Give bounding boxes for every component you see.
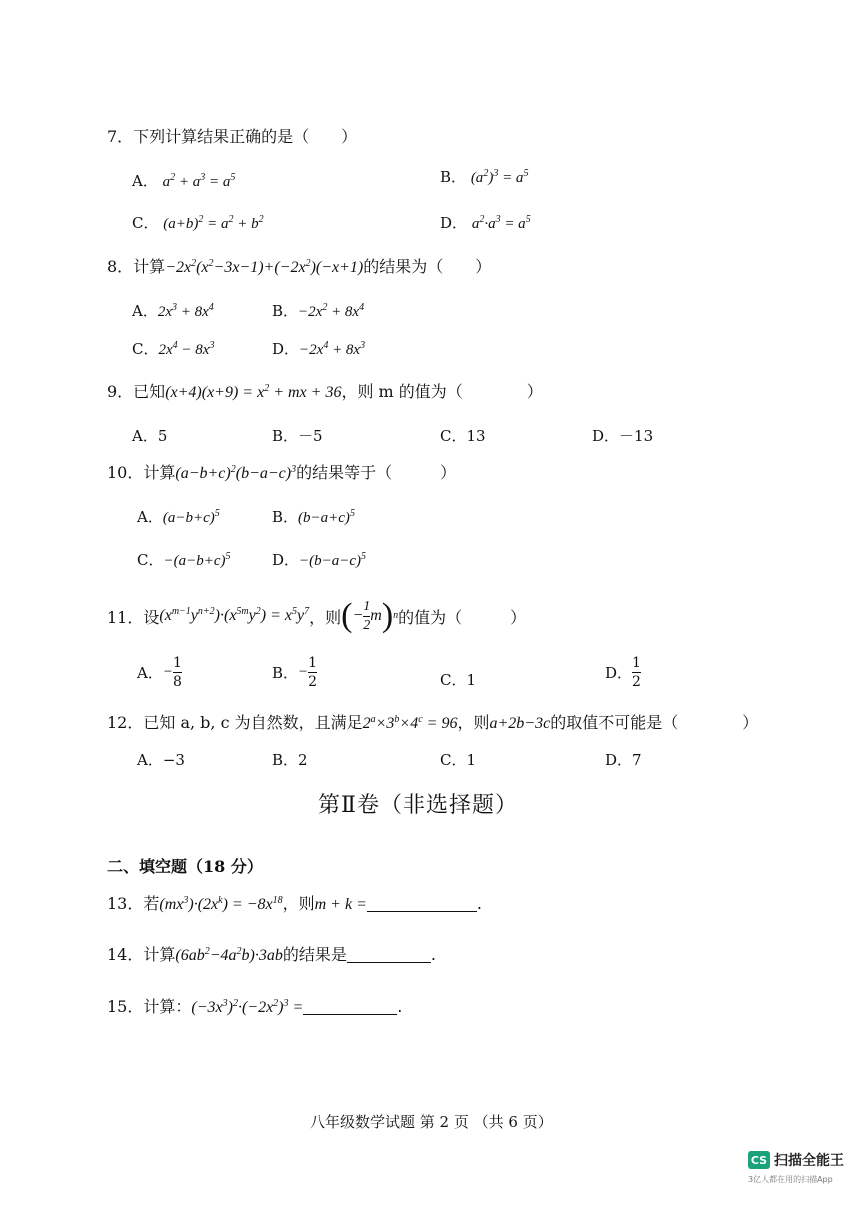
q13-stem (107, 891, 482, 914)
q8-prefix: 8．计算 (107, 257, 166, 276)
q9-option-c: C．13 (440, 427, 486, 445)
q10-c-label: C． (137, 551, 164, 569)
q11-option-a: A． − $\frac{1}{8}$ (137, 655, 182, 690)
q9-option-d: D．－13 (592, 427, 654, 445)
q10-d-expr: $-(b-a-c)^5$ (299, 551, 367, 569)
q8-d-expr: $-2x^4 + 8x^3$ (299, 340, 366, 358)
q11-option-d (605, 656, 641, 689)
q12-option-c: C．1 (440, 751, 477, 769)
q12-stem (107, 710, 758, 733)
q7-b-expr: $(a^2)^3 = a^5$ (470, 168, 529, 186)
q8-option-c (132, 338, 214, 359)
q8-c-label: C． (132, 340, 159, 358)
q7-option-b (440, 166, 528, 187)
q11-option-b: B． − $\frac{1}{2}$ (272, 655, 318, 690)
q10-option-a (137, 506, 220, 527)
q8-b-label: B． (272, 302, 299, 320)
q8-a-expr: $2x^3 + 8x^4$ (157, 302, 214, 320)
q8-a-label: A． (132, 302, 158, 320)
q12-stem-a: 12．已知 a, b, c 为自然数，且满足 (107, 713, 363, 732)
q7-b-label: B． (440, 168, 467, 186)
q7-c-expr: $(a+b)^2 = a^2 + b^2$ (163, 214, 264, 232)
q8-option-b (272, 300, 364, 321)
q11-power-expr: ( − $\frac{1}{2}$ m ) n (341, 597, 399, 634)
q10-d-label: D． (272, 551, 300, 569)
section-fill-heading: 二、填空题（18 分） (107, 857, 263, 876)
scanner-logo-icon: CS (748, 1151, 770, 1169)
page-footer: 八年级数学试题 第 2 页 （共 6 页） (310, 1113, 553, 1131)
q12-option-a: A．−3 (137, 751, 185, 769)
q9-option-b: B．－5 (272, 427, 323, 445)
q14-end: . (430, 945, 436, 964)
q13-target: m + k = (314, 896, 367, 913)
q10-prefix: 10．计算 (107, 463, 176, 482)
q13-end: . (476, 894, 482, 913)
q11-d-frac: $\frac{1}{2}$ (632, 655, 641, 690)
q13-expr: $(mx^3)\cdot(2x^k) = -8x^{18}$ (159, 895, 283, 913)
q8-b-expr: $-2x^2 + 8x^4$ (298, 302, 365, 320)
q14-stem (107, 942, 436, 965)
q9-prefix: 9．已知 (107, 382, 166, 401)
q14-mid: 的结果是 (282, 945, 347, 964)
q10-b-expr: $(b-a+c)^5$ (298, 508, 355, 526)
q10-option-b (272, 506, 355, 527)
q7-a-expr: $a^2 + a^3 = a^5$ (162, 172, 236, 190)
q8-d-label: D． (272, 340, 300, 358)
q7-option-d (440, 212, 531, 233)
q11-prefix: 11．设 (107, 607, 160, 627)
q11-suffix: 的值为（ ） (398, 607, 527, 627)
q10-a-label: A． (137, 508, 163, 526)
q11-a-frac: $\frac{1}{8}$ (172, 655, 182, 690)
q15-prefix: 15．计算： (107, 997, 192, 1016)
q8-c-expr: $2x^4 - 8x^3$ (158, 340, 215, 358)
q12-eq: $2^a\times 3^b\times 4^c = 96$ (362, 714, 458, 732)
q10-b-label: B． (272, 508, 299, 526)
q11-a-label: A． (137, 664, 163, 682)
q9-stem (107, 379, 543, 402)
q13-mid: ，则 (282, 894, 315, 913)
q14-answer-blank[interactable] (347, 948, 431, 963)
q7-a-label: A． (132, 172, 158, 190)
q15-stem (107, 994, 402, 1017)
q7-d-expr: $a^2\cdot a^3 = a^5$ (471, 214, 531, 232)
q14-expr: $(6ab^2-4a^2b)\cdot 3ab$ (175, 946, 283, 964)
scanner-watermark (748, 1150, 844, 1185)
q7-stem: 7．下列计算结果正确的是（ ） (107, 127, 358, 146)
q11-b-label: B． (272, 664, 299, 682)
q8-stem (107, 254, 491, 277)
q8-suffix: 的结果为（ ） (363, 257, 492, 276)
q11-stem (107, 594, 526, 638)
q11-expr: $(x^{m-1}y^{n+2})\cdot(x^{5m}y^2) = x^5y^7$ (159, 606, 310, 624)
q12-stem-b: ，则 (457, 713, 490, 732)
q8-option-d (272, 338, 365, 359)
q8-option-a (132, 300, 214, 321)
q10-expr: $(a-b+c)^2(b-a-c)^3$ (175, 464, 297, 482)
q10-suffix: 的结果等于（ ） (296, 463, 457, 482)
scanner-tagline: 3亿人都在用的扫描App (748, 1175, 833, 1184)
q10-option-d (272, 549, 366, 570)
q7-option-c (132, 212, 264, 233)
q9-suffix: ，则 m 的值为（ ） (341, 382, 543, 401)
q7-d-label: D． (440, 214, 468, 232)
q12-option-d: D．7 (605, 751, 642, 769)
scanner-brand: 扫描全能王 (774, 1153, 844, 1169)
q13-prefix: 13．若 (107, 894, 160, 913)
q11-option-c: C．1 (440, 671, 477, 689)
q10-option-c (137, 549, 231, 570)
q12-stem-c: 的取值不可能是（ ） (550, 713, 759, 732)
q7-option-a (132, 170, 235, 191)
q15-answer-blank[interactable] (303, 1000, 397, 1015)
q10-c-expr: $-(a-b+c)^5$ (163, 551, 231, 569)
q9-option-a: A．5 (132, 427, 168, 445)
q7-c-label: C． (132, 214, 159, 232)
q15-end: . (397, 997, 403, 1016)
q13-answer-blank[interactable] (367, 897, 477, 912)
q10-a-expr: $(a-b+c)^5$ (162, 508, 220, 526)
q9-expr: $(x+4)(x+9) = x^2$ + mx + 36 (165, 383, 342, 401)
q11-b-frac: $\frac{1}{2}$ (308, 655, 318, 690)
q12-option-b: B．2 (272, 751, 308, 769)
q8-expr: $-2x^2(x^2-3x-1)+(-2x^2)(-x+1)$ (165, 258, 364, 276)
q15-expr: $(-3x^3)^2\cdot(-2x^2)^3$ = (191, 998, 304, 1016)
q10-stem (107, 460, 456, 483)
q14-prefix: 14．计算 (107, 945, 176, 964)
q11-d-label: D． (605, 664, 633, 682)
q11-mid: ，则 (309, 607, 342, 627)
q12-expr: a+2b−3c (489, 715, 551, 732)
part2-title: 第Ⅱ卷（非选择题） (318, 793, 518, 818)
